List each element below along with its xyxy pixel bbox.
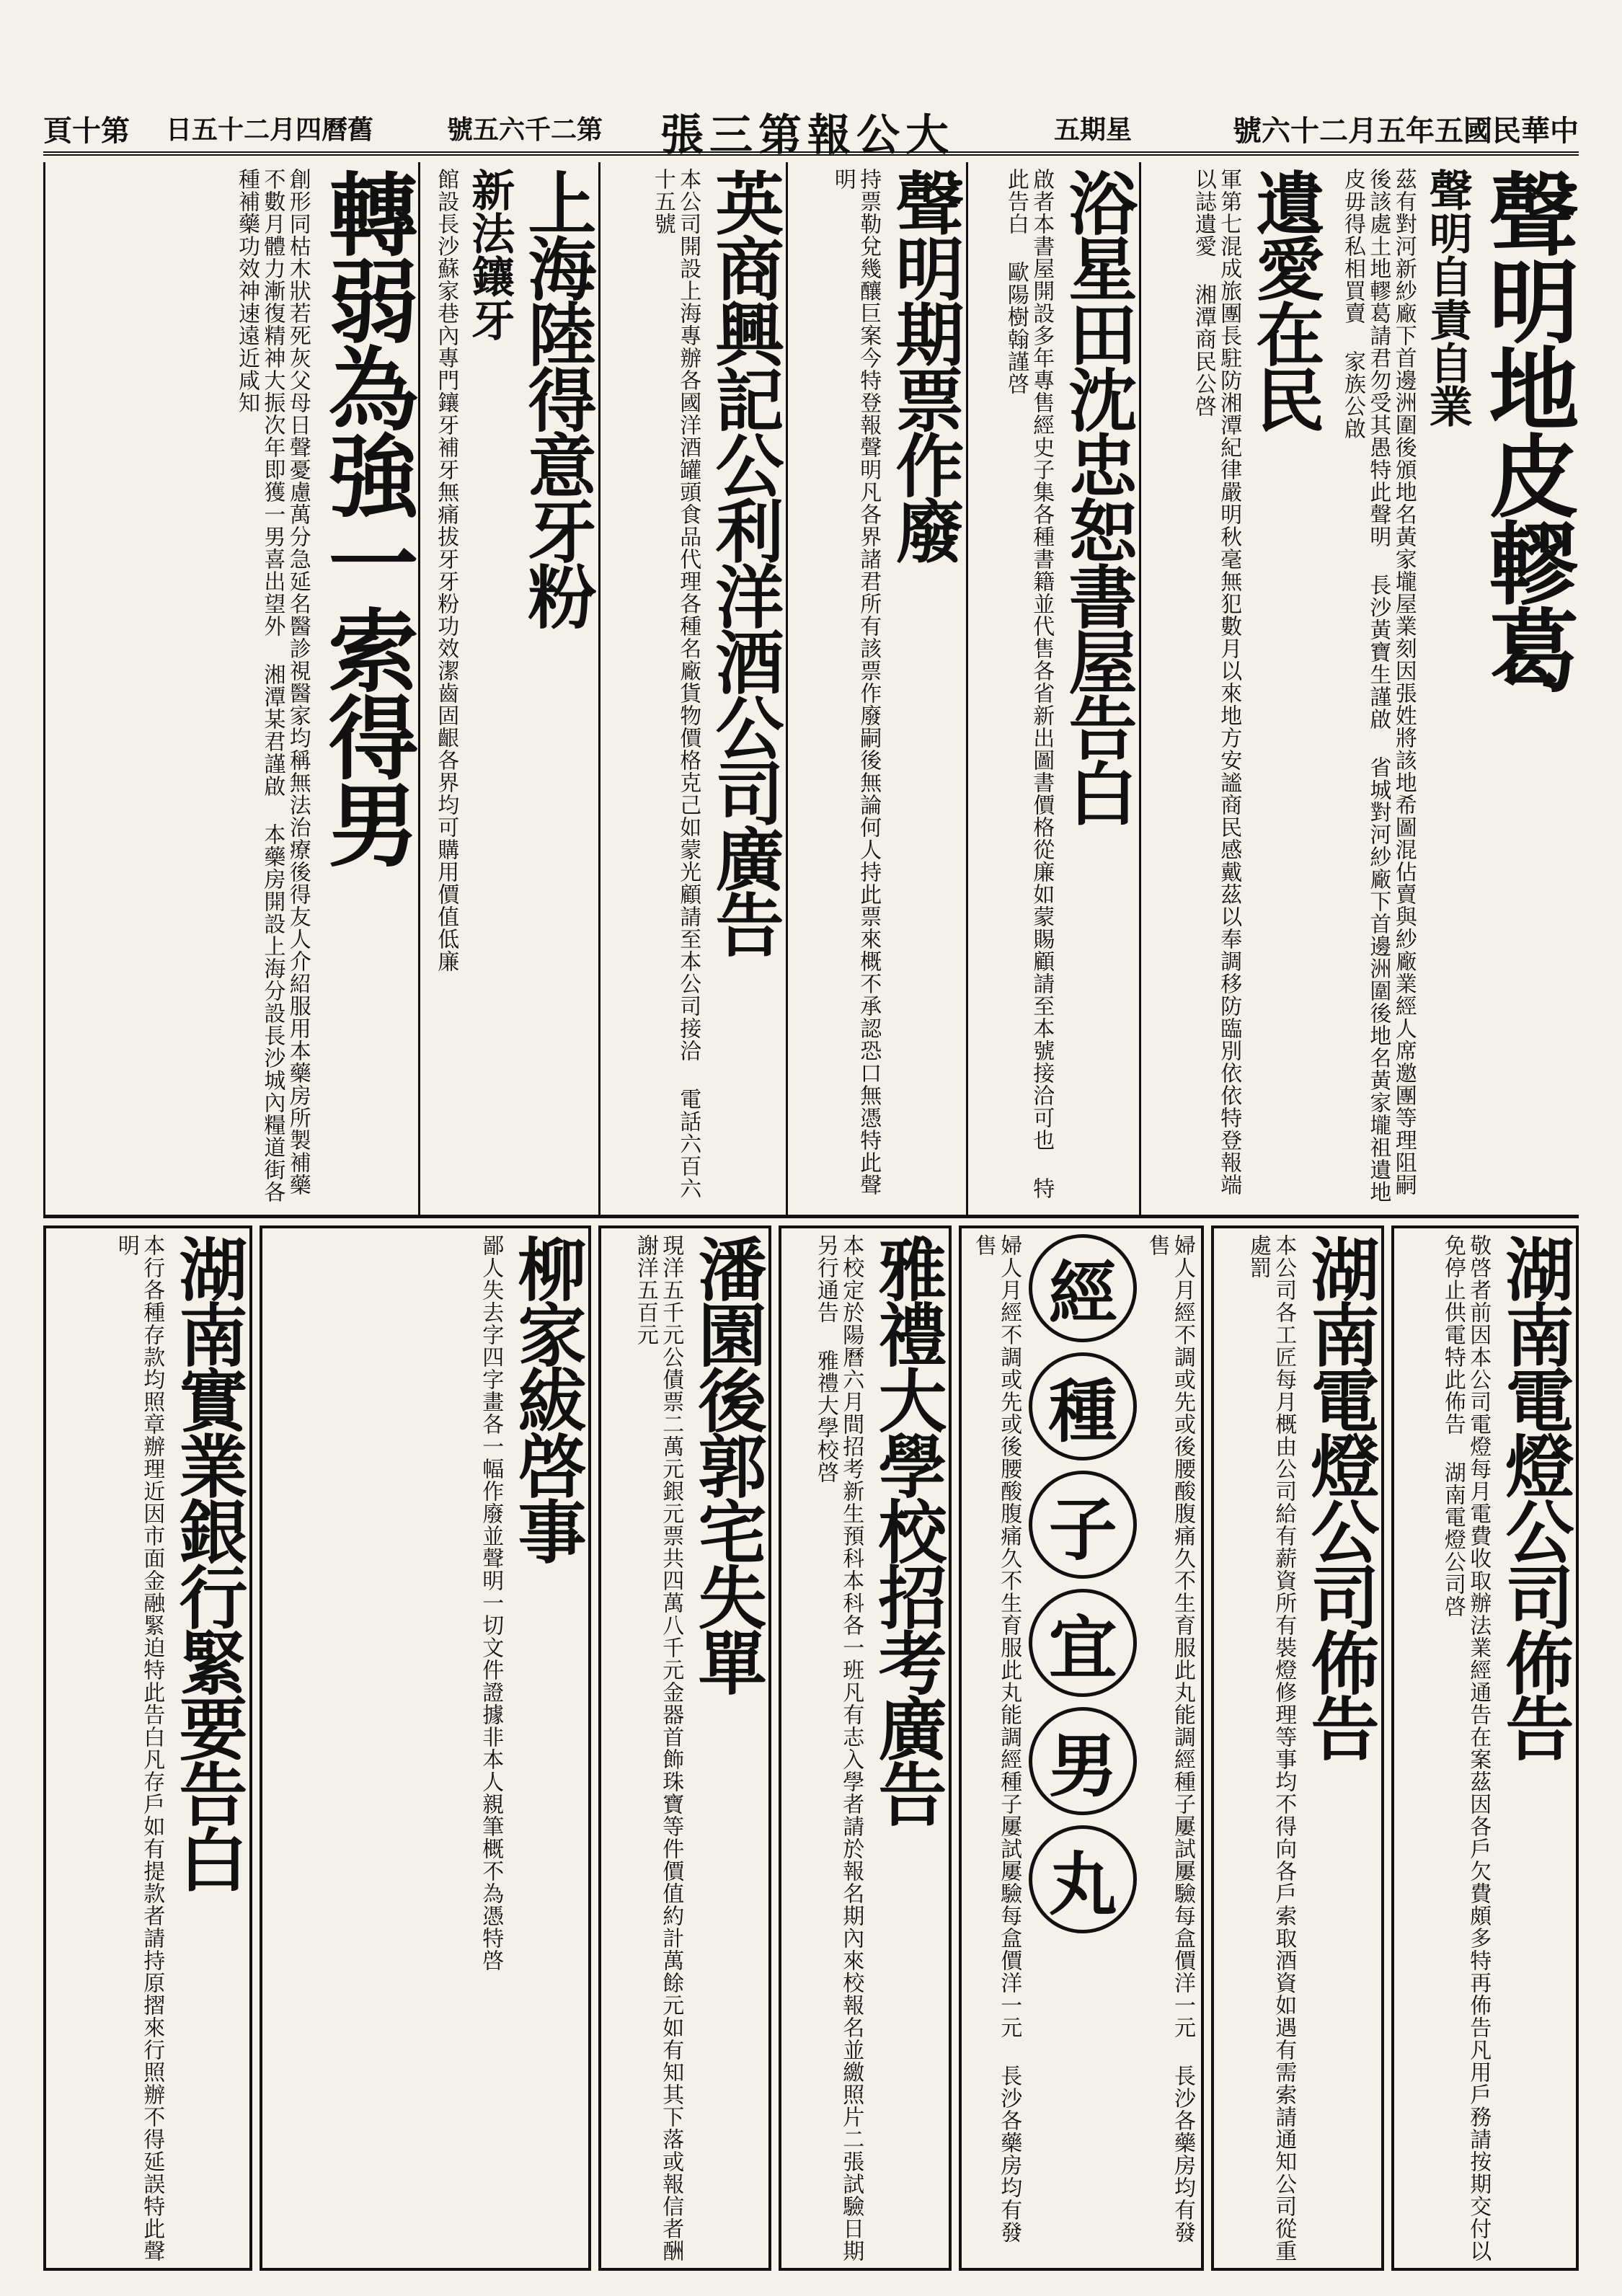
ad-body-extra: 婦人月經不調或先或後腰酸腹痛久不生育服此丸能調經種子屢試屢驗每盒價洋一元 長沙各藥房均有發售	[970, 1234, 1022, 2243]
masthead-title: 大公報第三張	[660, 110, 954, 161]
seal-char: 經	[1029, 1234, 1137, 1342]
ad-subhead: 聲明自責自業	[1422, 168, 1473, 427]
ad-body: 本公司開設上海專辦各國洋酒罐頭食品代理各種名廠貨物價格克己如蒙光顧請至本公司接洽 電話六百六十五號	[650, 168, 701, 1200]
ad-body: 婦人月經不調或先或後腰酸腹痛久不生育服此丸能調經種子屢試屢驗每盒價洋一元 長沙各藥房均有發售	[1144, 1234, 1195, 2243]
ad-headline: 湖南實業銀行緊要告白	[168, 1234, 248, 1890]
ad-body: 鄙人失去字四字畫各一幅作廢並聲明一切文件證據非本人親筆概不為憑特啓	[478, 1234, 504, 1972]
ad-bookstore	[966, 162, 1139, 1215]
masthead	[43, 29, 1579, 161]
ad-legacy-gratitude	[1139, 162, 1326, 1215]
ad-body: 現洋五千元公債票二萬元銀元票共四萬八千元金器首飾珠寶等件價值約計萬餘元如有知其下落或報信者酬謝洋五百元	[632, 1234, 684, 2262]
masthead-date: 中華民國五年五月二十六號	[1233, 114, 1579, 148]
masthead-issue-number: 第二千六五號	[447, 115, 603, 145]
ad-body: 敬啓者前因本公司電燈每月電費收取辦法業經通告在案茲因各戶欠費頗多特再佈告凡用戶務請按期交付以免停止供電特此佈告 湖南電燈公司啓	[1440, 1234, 1492, 2262]
ad-lost-property	[598, 1225, 771, 2271]
newspaper-page	[43, 29, 1579, 2271]
ad-industrial-bank	[43, 1225, 252, 2271]
ad-body: 本校定於陽曆六月間招考新生預科本科各一班凡有志入學者請於報名期內來校報名並繳照片二張試驗日期另行通告 雅禮大學校啓	[812, 1234, 864, 2262]
seal-char: 丸	[1029, 1825, 1137, 1933]
ad-dental	[418, 162, 598, 1215]
ad-body: 館設長沙蘇家巷內專門鑲牙補牙無痛拔牙牙粉功效潔齒固齦各界均可購用價值低廉	[433, 168, 459, 972]
masthead-weekday: 星期五	[1053, 115, 1132, 145]
page-content	[43, 162, 1579, 2271]
seal-char: 種	[1029, 1352, 1137, 1461]
ad-headline: 浴星田沈忠恕書屋告白	[1058, 168, 1138, 824]
ad-tonic-medicine	[43, 162, 418, 1215]
ad-headline: 遺愛在民	[1245, 168, 1325, 430]
top-section	[43, 162, 1579, 1218]
ad-headline: 雅禮大學校招考廣告	[867, 1234, 947, 1825]
ad-headline: 英商興記公利洋酒公司廣告	[704, 168, 784, 955]
ad-headline: 湖南電燈公司佈告	[1300, 1234, 1380, 1759]
ad-body: 創形同枯木狀若死灰父母日聲憂慮萬分急延名醫診視醫家均稱無法治療後得友人介紹服用本藥房所製補藥不數月體力漸復精神大振次年即獲一男喜出望外 湘潭某君謹啟 本藥房開設上海分設長沙城內糧道街各種補藥功效神速遠近咸知	[234, 168, 311, 1203]
ad-body: 茲有對河新紗廠下首邊洲圍後頒地名黃家壠屋業刻因張姓將該地希圖混佔賣與紗廠業經人席邀團等理阻嗣後該處土地轇葛請君勿受其愚特此聲明 長沙黃寶生謹啟 省城對河紗廠下首邊洲圍後地名黃家壠祖遺地皮毋得私相買賣 家族公啟	[1339, 168, 1417, 1203]
ad-headline: 聲明地皮轇葛	[1473, 168, 1579, 691]
ad-body: 本行各種存款均照章辦理近因市面金融緊迫特此告白凡存戶如有提款者請持原摺來行照辦不得延誤特此聲明	[113, 1234, 165, 2262]
masthead-page-number: 第十頁	[43, 114, 130, 148]
masthead-lunar-date: 舊曆四月二十五日	[166, 115, 374, 145]
ad-headline: 湖南電燈公司佈告	[1494, 1234, 1574, 1759]
ad-body: 持票勒兌幾釀巨案今特登報聲明凡各界諸君所有該票作廢嗣後無論何人持此票來概不承認恐口無憑特此聲明	[830, 168, 882, 1196]
ad-headline: 上海陸得意牙粉	[517, 168, 597, 627]
ad-wine-company	[598, 162, 786, 1215]
bottom-section	[43, 1225, 1579, 2271]
ad-yali-university	[779, 1225, 952, 2271]
ad-promissory-note	[786, 162, 966, 1215]
seal-char: 宜	[1029, 1589, 1137, 1697]
ad-electric-company-2	[1211, 1225, 1384, 2271]
seal-char: 男	[1029, 1707, 1137, 1815]
ad-headline: 柳家紱啓事	[507, 1234, 587, 1562]
ad-body: 軍第七混成旅團長駐防湘潭紀律嚴明秋毫無犯數月以來地方安謐商民感戴茲以奉調移防臨別依依特登報端以誌遺愛 湘潭商民公啓	[1190, 168, 1242, 1196]
ad-body: 啟者本書屋開設多年專售經史子集各種書籍並代售各省新出圖書價格從廉如蒙賜顧請至本號接洽可也 特此告白 歐陽樹翰謹啓	[1003, 168, 1055, 1200]
ad-subhead: 新法鑲牙	[464, 168, 515, 341]
ad-fertility-pill	[959, 1225, 1204, 2271]
ad-headline: 聲明期票作廢	[885, 168, 965, 562]
ad-headline: 轉弱為強一索得男	[313, 168, 418, 866]
seal-char: 子	[1029, 1471, 1137, 1579]
ad-land-dispute	[1326, 162, 1579, 1215]
ad-electric-company-1	[1391, 1225, 1579, 2271]
ad-liu-notice	[260, 1225, 591, 2271]
ad-seal-headline	[1029, 1234, 1137, 2262]
ad-headline: 潘園後郭宅失單	[687, 1234, 767, 1693]
ad-body: 本公司各工匠每月概由公司給有薪資所有裝燈修理等事均不得向各戶索取酒資如遇有需索請通知公司從重處罰	[1245, 1234, 1297, 2262]
